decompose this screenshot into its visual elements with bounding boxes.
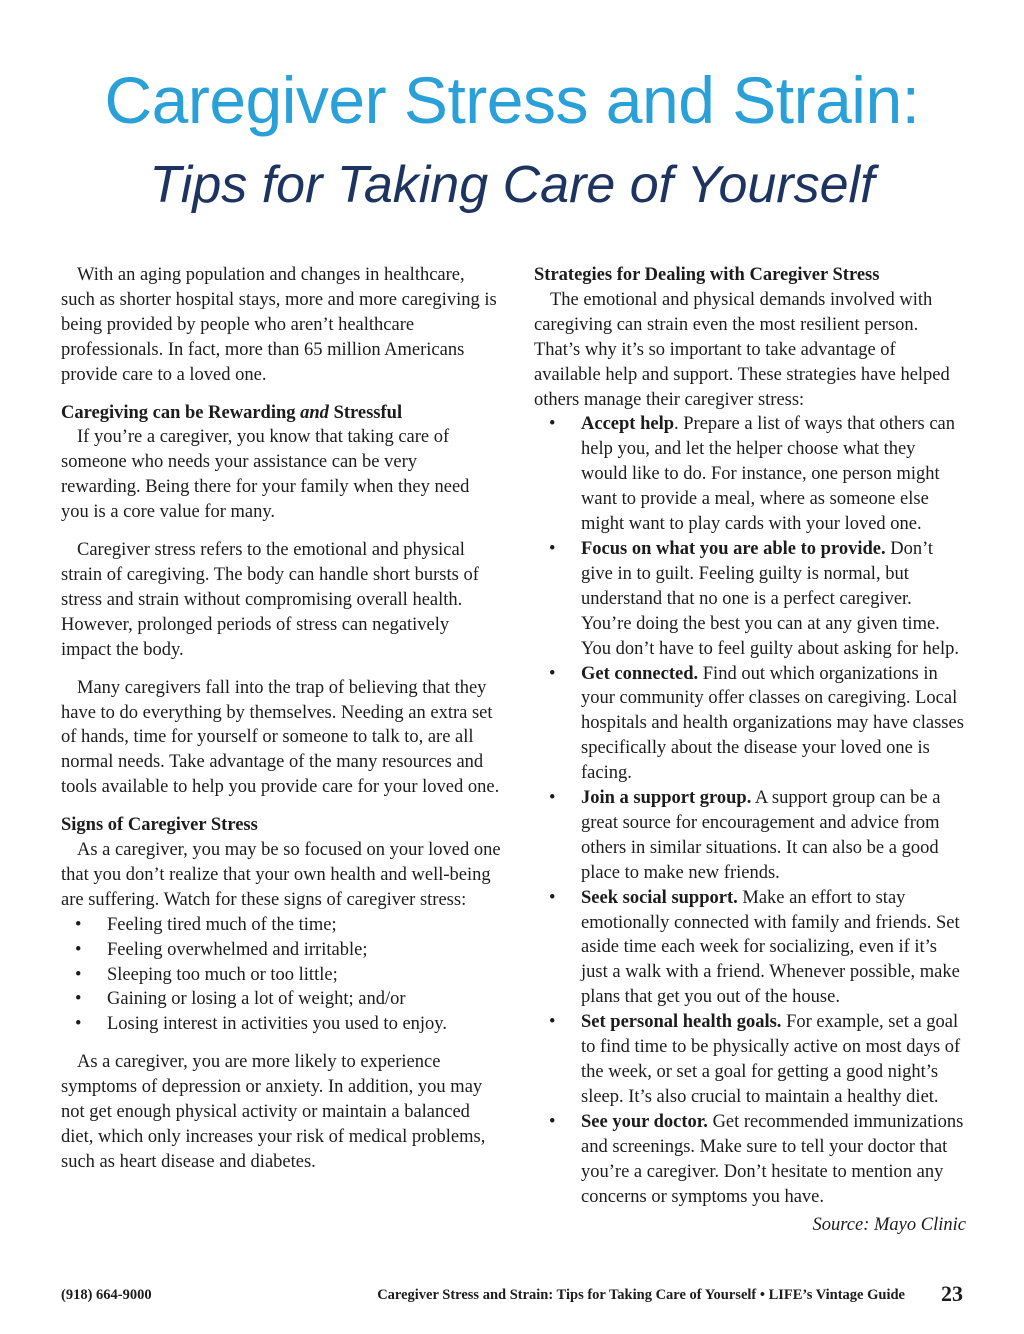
rewarding-heading-part: Caregiving can be Rewarding (61, 402, 301, 423)
stress-paragraph: Caregiver stress refers to the emotional and physical strain of caregiving. The body can handle short bursts of stress and strain without compromising overall health. However, prolonged periods of stress can negatively impact the body. (61, 540, 479, 660)
page-subtitle: Tips for Taking Care of Yourself (149, 156, 875, 214)
closing-paragraph: As a caregiver, you are more likely to experience symptoms of depression or anxiety. In addition, you may not get enough physical activity or maintain a balanced diet, which only increases your risk of medical problems, such as heart disease and diabetes. (61, 1052, 486, 1172)
strategy-text: Get recommended immunizations and screenings. Make sure to tell your doctor that you’re a caregiver. Don’t hesitate to mention any concerns or symptoms you have. (581, 1111, 964, 1207)
strategy-text: Don’t give in to guilt. Feeling guilty is normal, but understand that no one is a perfect caregiver. You’re doing the best you can at any given time. You don’t have to feel guilty about asking for help. (581, 538, 960, 659)
strategy-text: . Prepare a list of ways that others can help you, and let the helper choose what they would like to do. For instance, one person might want to provide a meal, where as someone else might want to play cards with your loved one. (581, 414, 956, 535)
list-item: • Feeling tired much of the time; (61, 913, 501, 938)
strategy-text: Find out which organizations in your community offer classes on caregiving. Local hospitals and health organizations may have classes specifically about the disease your loved one is facing. (581, 663, 964, 784)
strategies-list (534, 412, 966, 1209)
strategy-title: Focus on what you are able to provide. (581, 538, 886, 559)
strategy-text: Make an effort to stay emotionally connected with family and friends. Set aside time each week for socializing, even if it’s just a walk with a friend. Whenever possible, make plans that get you out of the house. (581, 887, 960, 1008)
strategy-title: Seek social support. (581, 887, 738, 908)
strategy-title: Set personal health goals. (581, 1012, 782, 1033)
footer-phone: (918) 664-9000 (61, 1287, 152, 1303)
strategies-intro: The emotional and physical demands involved with caregiving can strain even the most resilient person. That’s why it’s so important to take advantage of available help and support. These strategies have helped others manage their caregiver stress: (534, 289, 950, 410)
rewarding-paragraph: If you’re a caregiver, you know that taking care of someone who needs your assistance can be very rewarding. Being there for your family when they need you is a core value for many. (61, 427, 470, 523)
signs-intro: As a caregiver, you may be so focused on your loved one that you don’t realize that your own health and well-being are suffering. Watch for these signs of caregiver stress: (61, 840, 501, 910)
source-citation: Source: Mayo Clinic (812, 1215, 966, 1236)
strategy-text: For example, set a goal to find time to be physically active on most days of the week, or set a goal for getting a good night’s sleep. It’s also crucial to maintain a healthy diet. (581, 1012, 961, 1107)
right-column (534, 263, 966, 1238)
page-number: 23 (941, 1281, 963, 1306)
signs-heading: Signs of Caregiver Stress (61, 815, 258, 836)
list-item (534, 662, 966, 787)
list-item (534, 1110, 966, 1210)
list-item: • Losing interest in activities you used to enjoy. (61, 1012, 501, 1037)
page-title: Caregiver Stress and Strain: (104, 63, 920, 137)
strategy-title: Accept help (581, 414, 674, 435)
rewarding-heading-emphasis: and (300, 402, 329, 423)
page-footer (61, 1283, 963, 1309)
strategies-heading: Strategies for Dealing with Caregiver Stress (534, 265, 880, 285)
list-item (534, 412, 966, 537)
intro-paragraph: With an aging population and changes in healthcare, such as shorter hospital stays, more and more caregiving is being provided by people who aren’t healthcare professionals. In fact, more than 65 million Americans provide care to a loved one. (61, 265, 497, 385)
trap-paragraph: Many caregivers fall into the trap of believing that they have to do everything by themselves. Needing an extra set of hands, time for yourself or someone to talk to, are all normal needs. Take advantage of the many resources and tools available to help you provide care for your loved one. (61, 677, 500, 798)
strategy-text: A support group can be a great source for encouragement and advice from others in similar situations. It can also be a good place to make new friends. (581, 788, 941, 883)
list-item: • Gaining or losing a lot of weight; and/or (61, 987, 501, 1012)
left-column (61, 263, 501, 1175)
strategy-title: Join a support group. (581, 788, 752, 809)
rewarding-heading (61, 401, 501, 426)
footer-running-title: Caregiver Stress and Strain: Tips for Taking Care of Yourself • LIFE’s Vintage Guide (377, 1287, 905, 1303)
signs-list (61, 913, 501, 1038)
list-item (534, 1010, 966, 1110)
list-item: • Feeling overwhelmed and irritable; (61, 938, 501, 963)
list-item: • Sleeping too much or too little; (61, 963, 501, 988)
strategy-title: Get connected. (581, 663, 699, 684)
list-item (534, 886, 966, 1011)
list-item (534, 786, 966, 886)
list-item (534, 537, 966, 662)
rewarding-heading-part: Stressful (328, 402, 403, 423)
strategy-title: See your doctor. (581, 1111, 708, 1132)
